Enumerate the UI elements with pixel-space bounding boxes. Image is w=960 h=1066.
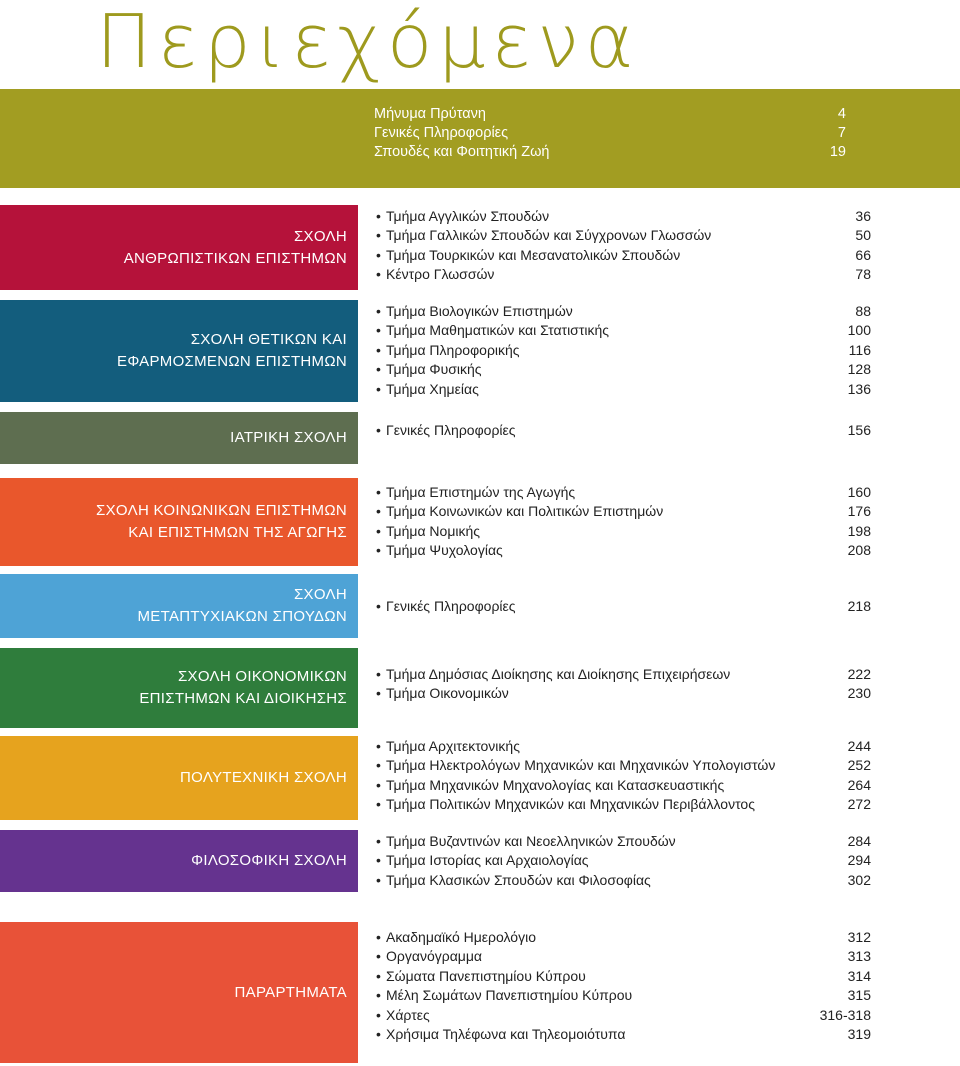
toc-entry[interactable] — [376, 502, 871, 521]
toc-entry-label — [376, 541, 503, 560]
intro-item-page: 4 — [837, 106, 846, 122]
toc-entry[interactable] — [376, 871, 871, 890]
section-title — [138, 584, 359, 628]
toc-entry-label — [376, 421, 516, 440]
toc-entry-label — [376, 226, 711, 245]
bullet-icon: • — [376, 796, 381, 813]
toc-entry-text: Τμήμα Χημείας — [386, 380, 479, 397]
toc-entry-label — [376, 321, 609, 340]
toc-entry-page: 312 — [847, 929, 871, 945]
toc-entry-page: 314 — [847, 967, 871, 984]
bullet-icon: • — [376, 776, 381, 793]
toc-entry-text: Χρήσιμα Τηλέφωνα και Τηλεομοιότυπα — [386, 1026, 626, 1043]
toc-entry[interactable] — [376, 832, 871, 851]
toc-entry-page: 176 — [847, 503, 871, 520]
toc-entry-label — [376, 871, 651, 890]
toc-entry[interactable] — [376, 541, 871, 560]
bullet-icon: • — [376, 246, 381, 263]
section-entries — [376, 421, 871, 440]
toc-entry-text: Τμήμα Φυσικής — [386, 361, 482, 378]
bullet-icon: • — [376, 598, 381, 614]
toc-entry-text: Ακαδημαϊκό Ημερολόγιο — [386, 929, 536, 945]
toc-entry-page: 88 — [855, 303, 871, 319]
toc-entry-text: Τμήμα Επιστημών της Αγωγής — [386, 484, 576, 500]
bullet-icon: • — [376, 266, 381, 283]
intro-item[interactable] — [374, 105, 846, 124]
toc-entry-label — [376, 207, 549, 226]
section-title-line: ΚΑΙ ΕΠΙΣΤΗΜΩΝ ΤΗΣ ΑΓΩΓΗΣ — [128, 524, 347, 541]
section-title-line: ΠΟΛΥΤΕΧΝΙΚΗ ΣΧΟΛΗ — [180, 769, 347, 786]
bullet-icon: • — [376, 208, 381, 224]
toc-entry-text: Γενικές Πληροφορίες — [386, 422, 516, 438]
section-title-line: ΜΕΤΑΠΤΥΧΙΑΚΩΝ ΣΠΟΥΔΩΝ — [137, 608, 347, 625]
section-title-line: ΕΠΙΣΤΗΜΩΝ ΚΑΙ ΔΙΟΙΚΗΣΗΣ — [139, 690, 347, 707]
section-entries — [376, 737, 871, 815]
toc-entry[interactable] — [376, 737, 871, 756]
toc-entry-label — [376, 756, 775, 775]
toc-entry-text: Τμήμα Βυζαντινών και Νεοελληνικών Σπουδών — [386, 833, 676, 849]
intro-item[interactable] — [374, 124, 846, 143]
toc-entry-label — [376, 380, 479, 399]
section-title-line: ΣΧΟΛΗ ΚΟΙΝΩΝΙΚΩΝ ΕΠΙΣΤΗΜΩΝ — [96, 502, 347, 519]
toc-entry[interactable] — [376, 321, 871, 340]
section-title — [180, 767, 358, 789]
toc-entry[interactable] — [376, 776, 871, 795]
bullet-icon: • — [376, 361, 381, 378]
intro-item-page: 19 — [829, 144, 846, 160]
page-title: Περιεχόμενα — [96, 0, 640, 85]
toc-entry[interactable] — [376, 226, 871, 245]
toc-entry-text: Τμήμα Ιστορίας και Αρχαιολογίας — [386, 852, 589, 869]
section-title — [117, 329, 358, 373]
toc-entry-text: Τμήμα Βιολογικών Επιστημών — [386, 303, 573, 319]
toc-entry-page: 78 — [855, 266, 871, 283]
toc-entry[interactable] — [376, 207, 871, 226]
toc-entry-page: 294 — [847, 852, 871, 869]
section-band — [0, 412, 358, 464]
bullet-icon: • — [376, 871, 381, 888]
toc-entry-page: 302 — [847, 871, 871, 888]
toc-entry-label — [376, 684, 509, 703]
section-title — [235, 982, 358, 1004]
bullet-icon: • — [376, 322, 381, 339]
toc-entry-page: 208 — [847, 542, 871, 559]
toc-entry-page: 198 — [847, 522, 871, 539]
section-title-line: ΑΝΘΡΩΠΙΣΤΙΚΩΝ ΕΠΙΣΤΗΜΩΝ — [123, 249, 347, 267]
toc-entry[interactable] — [376, 1025, 871, 1044]
toc-entry-text: Τμήμα Νομικής — [386, 522, 481, 539]
toc-entry-label — [376, 502, 663, 521]
toc-entry-page: 313 — [847, 948, 871, 965]
toc-entry-page: 319 — [847, 1026, 871, 1043]
toc-entry-text: Τμήμα Αρχιτεκτονικής — [386, 738, 520, 754]
toc-entry[interactable] — [376, 967, 871, 986]
toc-entry-page: 252 — [847, 757, 871, 774]
section-title — [96, 500, 358, 544]
section-entries — [376, 832, 871, 890]
toc-entry[interactable] — [376, 246, 871, 265]
section-band — [0, 300, 358, 402]
toc-entry-text: Μέλη Σωμάτων Πανεπιστημίου Κύπρου — [386, 987, 633, 1004]
toc-entry-label — [376, 360, 482, 379]
toc-entry-label — [376, 341, 520, 360]
section-title — [191, 850, 358, 872]
toc-entry-text: Τμήμα Δημόσιας Διοίκησης και Διοίκησης Επιχειρήσεων — [386, 666, 731, 682]
toc-entry-label — [376, 1006, 430, 1025]
toc-entry-label — [376, 265, 494, 284]
toc-entry-label — [376, 737, 520, 756]
toc-entry-page: 244 — [847, 738, 871, 754]
bullet-icon: • — [376, 503, 381, 520]
section-title-line: ΣΧΟΛΗ ΘΕΤΙΚΩΝ ΚΑΙ — [190, 331, 347, 348]
section-title — [230, 427, 358, 449]
section-title-line: ΣΧΟΛΗ ΟΙΚΟΝΟΜΙΚΩΝ — [177, 668, 347, 685]
toc-entry[interactable] — [376, 986, 871, 1005]
toc-entry-text: Τμήμα Αγγλικών Σπουδών — [386, 208, 550, 224]
toc-entry-page: 128 — [847, 361, 871, 378]
toc-entry-text: Χάρτες — [386, 1006, 430, 1023]
toc-entry-page: 316-318 — [819, 1006, 871, 1023]
bullet-icon: • — [376, 227, 381, 244]
toc-entry[interactable] — [376, 483, 871, 502]
toc-entry-label — [376, 522, 480, 541]
toc-entry[interactable] — [376, 380, 871, 399]
toc-entry-page: 116 — [848, 341, 871, 358]
section-title-line: ΕΦΑΡΜΟΣΜΕΝΩΝ ΕΠΙΣΤΗΜΩΝ — [117, 353, 347, 370]
toc-entry[interactable] — [376, 421, 871, 440]
section-entries — [376, 207, 871, 285]
toc-entry-page: 36 — [855, 208, 871, 224]
section-entries — [376, 665, 871, 704]
bullet-icon: • — [376, 967, 381, 984]
toc-entry-page: 284 — [847, 833, 871, 849]
bullet-icon: • — [376, 422, 381, 438]
toc-entry[interactable] — [376, 851, 871, 870]
toc-entry[interactable] — [376, 947, 871, 966]
toc-entry-text: Τμήμα Πολιτικών Μηχανικών και Μηχανικών Περιβάλλοντος — [386, 796, 755, 813]
toc-entry-label — [376, 483, 575, 502]
toc-entry-label — [376, 1025, 625, 1044]
toc-entry[interactable] — [376, 795, 871, 814]
toc-entry-text: Τμήμα Μηχανικών Μηχανολογίας και Κατασκευαστικής — [386, 776, 725, 793]
toc-entry-label — [376, 967, 586, 986]
toc-entry-label — [376, 851, 589, 870]
toc-entry-text: Σώματα Πανεπιστημίου Κύπρου — [386, 967, 586, 984]
toc-entry[interactable] — [376, 684, 871, 703]
bullet-icon: • — [376, 987, 381, 1004]
toc-entry-page: 230 — [847, 685, 871, 702]
intro-band — [0, 89, 960, 188]
toc-entry-label — [376, 776, 724, 795]
toc-entry[interactable] — [376, 341, 871, 360]
toc-entry-text: Τμήμα Κοινωνικών και Πολιτικών Επιστημών — [386, 503, 664, 520]
section-title-line: ΙΑΤΡΙΚΗ ΣΧΟΛΗ — [230, 429, 347, 446]
section-band — [0, 205, 358, 290]
toc-entry[interactable] — [376, 1006, 871, 1025]
toc-entry-text: Τμήμα Ψυχολογίας — [386, 542, 503, 559]
section-title — [124, 226, 358, 270]
section-title-line: ΠΑΡΑΡΤΗΜΑΤΑ — [234, 983, 347, 1001]
toc-entry-label — [376, 947, 482, 966]
toc-entry-text: Κέντρο Γλωσσών — [386, 266, 495, 283]
toc-entry-page: 264 — [847, 776, 871, 793]
section-entries — [376, 597, 871, 616]
toc-entry-label — [376, 986, 632, 1005]
toc-entry[interactable] — [376, 928, 871, 947]
toc-entry-text: Τμήμα Ηλεκτρολόγων Μηχανικών και Μηχανικών Υπολογιστών — [386, 757, 776, 774]
toc-entry-page: 315 — [847, 987, 871, 1004]
bullet-icon: • — [376, 948, 381, 965]
bullet-icon: • — [376, 542, 381, 559]
bullet-icon: • — [376, 738, 381, 754]
bullet-icon: • — [376, 522, 381, 539]
toc-entry-label — [376, 665, 730, 684]
toc-entry-label — [376, 597, 516, 616]
section-title-line: ΣΧΟΛΗ — [293, 227, 347, 245]
toc-entry[interactable] — [376, 360, 871, 379]
toc-entry[interactable] — [376, 756, 871, 775]
toc-entry-page: 50 — [855, 227, 871, 244]
toc-entry[interactable] — [376, 597, 871, 616]
bullet-icon: • — [376, 929, 381, 945]
bullet-icon: • — [376, 833, 381, 849]
toc-entry-page: 156 — [847, 422, 871, 438]
toc-entry[interactable] — [376, 522, 871, 541]
toc-entry-page: 222 — [847, 666, 871, 682]
toc-entry-text: Τμήμα Γαλλικών Σπουδών και Σύγχρονων Γλωσσών — [386, 227, 712, 244]
toc-entry-text: Τμήμα Οικονομικών — [386, 685, 509, 702]
toc-entry-text: Οργανόγραμμα — [386, 948, 483, 965]
toc-entry[interactable] — [376, 265, 871, 284]
section-entries — [376, 483, 871, 561]
toc-entry-text: Τμήμα Τουρκικών και Μεσανατολικών Σπουδών — [386, 246, 681, 263]
toc-entry-text: Τμήμα Κλασικών Σπουδών και Φιλοσοφίας — [386, 871, 651, 888]
toc-entry-label — [376, 795, 755, 814]
section-band — [0, 736, 358, 820]
toc-entry-text: Γενικές Πληροφορίες — [386, 598, 516, 614]
intro-item-label: Μήνυμα Πρύτανη — [374, 106, 486, 122]
section-band — [0, 922, 358, 1063]
bullet-icon: • — [376, 484, 381, 500]
bullet-icon: • — [376, 380, 381, 397]
bullet-icon: • — [376, 303, 381, 319]
section-title — [139, 666, 358, 710]
section-title-line: ΦΙΛΟΣΟΦΙΚΗ ΣΧΟΛΗ — [191, 852, 347, 869]
section-band — [0, 574, 358, 638]
section-band — [0, 830, 358, 892]
section-entries — [376, 302, 871, 399]
toc-entry-label — [376, 928, 536, 947]
toc-entry-page: 160 — [847, 484, 871, 500]
toc-entry-page: 100 — [847, 322, 871, 339]
toc-entry-page: 272 — [847, 796, 871, 813]
intro-item-label: Σπουδές και Φοιτητική Ζωή — [374, 144, 550, 160]
bullet-icon: • — [376, 1006, 381, 1023]
bullet-icon: • — [376, 341, 381, 358]
toc-entry-label — [376, 302, 573, 321]
toc-entry[interactable] — [376, 302, 871, 321]
bullet-icon: • — [376, 685, 381, 702]
bullet-icon: • — [376, 1026, 381, 1043]
intro-item[interactable] — [374, 143, 846, 162]
toc-entry-label — [376, 832, 676, 851]
section-entries — [376, 928, 871, 1044]
toc-entry-page: 218 — [847, 598, 871, 614]
section-band — [0, 478, 358, 566]
toc-entry-label — [376, 246, 680, 265]
bullet-icon: • — [376, 757, 381, 774]
intro-item-page: 7 — [837, 125, 846, 141]
intro-list — [374, 105, 846, 162]
bullet-icon: • — [376, 666, 381, 682]
toc-entry-page: 66 — [855, 246, 871, 263]
toc-entry-page: 136 — [847, 380, 871, 397]
section-title-line: ΣΧΟΛΗ — [293, 586, 347, 603]
intro-item-label: Γενικές Πληροφορίες — [374, 125, 509, 141]
toc-entry-text: Τμήμα Πληροφορικής — [386, 341, 520, 358]
toc-entry-text: Τμήμα Μαθηματικών και Στατιστικής — [386, 322, 609, 339]
section-band — [0, 648, 358, 728]
toc-entry[interactable] — [376, 665, 871, 684]
bullet-icon: • — [376, 852, 381, 869]
